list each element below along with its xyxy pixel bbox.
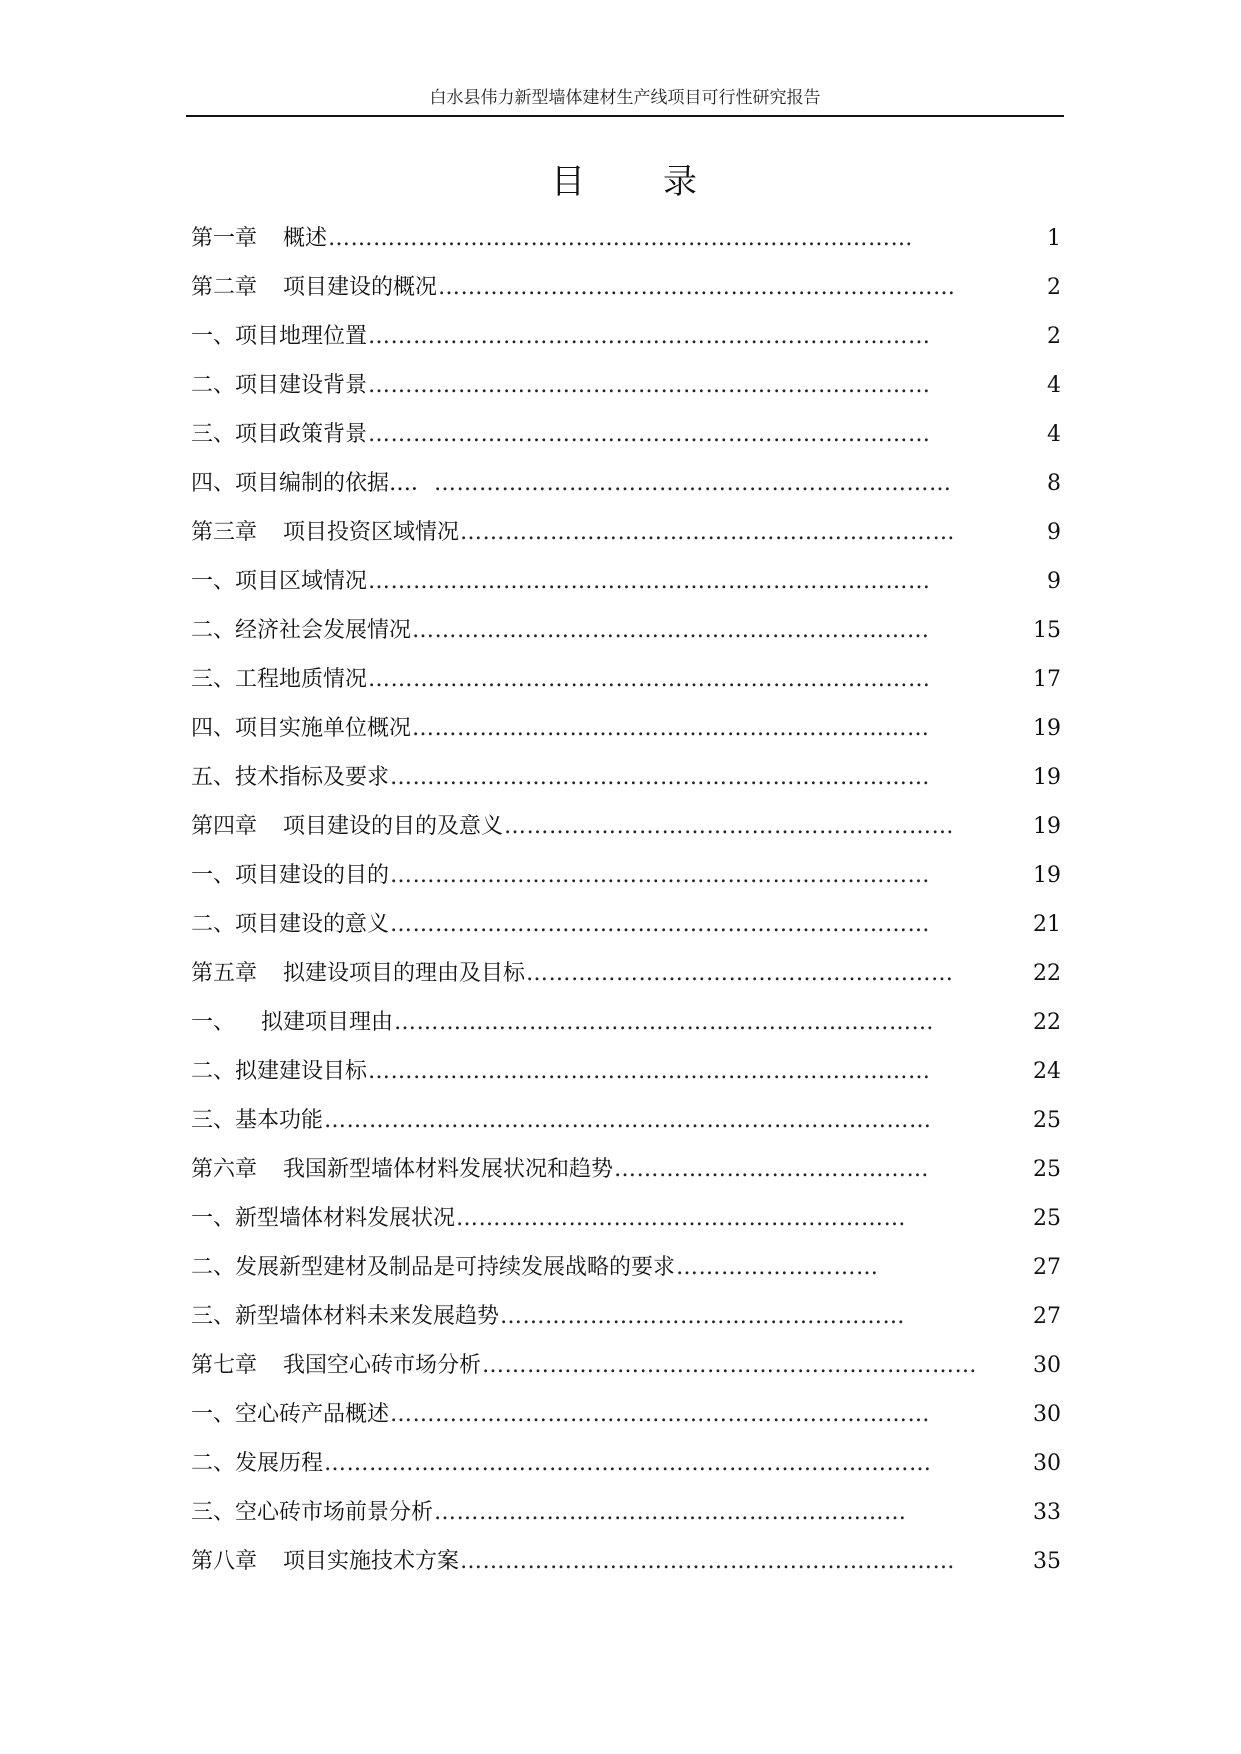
toc-entry-title: 项目建设的目的及意义 [283, 814, 504, 839]
toc-entry-title: 经济社会发展情况 [235, 618, 412, 643]
toc-entry-page: 4 [1047, 373, 1061, 398]
toc-entry-chapter-7[interactable] [191, 1351, 1061, 1400]
running-header: 白水县伟力新型墙体建材生产线项目可行性研究报告 [429, 88, 821, 108]
toc-entry-title: 项目编制的依据…． [235, 471, 434, 496]
toc-entry-number: 三、 [191, 422, 236, 447]
toc-entry-page: 4 [1047, 422, 1061, 447]
toc-entry-leader: ……………………………………………………………… [390, 863, 931, 888]
toc-entry-leader: …………………………………………………………………… [328, 226, 914, 251]
toc-entry-page: 2 [1047, 324, 1061, 349]
toc-entry-page: 9 [1047, 520, 1061, 545]
toc-entry-leader: …………………………………………………………… [412, 716, 930, 741]
toc-entry-title: 工程地质情况 [235, 667, 368, 692]
toc-entry-section[interactable] [191, 763, 1061, 812]
toc-entry-title: 项目政策背景 [235, 422, 368, 447]
toc-entry-leader: …………………………………………………………… [412, 618, 930, 643]
toc-entry-number: 一、 [191, 1206, 236, 1231]
toc-entry-chapter-8[interactable] [191, 1547, 1061, 1596]
toc-entry-leader: ………………………………………………………… [460, 520, 956, 545]
toc-entry-leader: ………………………………………………… [526, 961, 954, 986]
toc-entry-number: 第八章 [191, 1549, 258, 1574]
toc-entry-leader: ……………………………………………………………………… [324, 1108, 932, 1133]
toc-entry-page: 15 [1033, 618, 1061, 643]
toc-entry-section[interactable] [191, 1008, 1061, 1057]
toc-entry-number: 二、 [191, 1059, 236, 1084]
toc-entry-leader: ……………………… [676, 1255, 879, 1280]
toc-entry-number: 第五章 [191, 961, 258, 986]
toc-entry-title: 新型墙体材料未来发展趋势 [235, 1304, 500, 1329]
toc-entry-number: 第四章 [191, 814, 258, 839]
toc-entry-leader: ………………………………………………………………… [368, 422, 931, 447]
toc-entry-page: 21 [1033, 912, 1061, 937]
toc-entry-section[interactable] [191, 1400, 1061, 1449]
toc-entry-title: 项目建设背景 [235, 373, 368, 398]
toc-entry-page: 25 [1033, 1108, 1061, 1133]
toc-entry-page: 19 [1033, 716, 1061, 741]
toc-entry-leader: …………………………………………………………… [434, 471, 952, 496]
toc-entry-page: 25 [1033, 1157, 1061, 1182]
toc-entry-chapter-3[interactable] [191, 518, 1061, 567]
toc-entry-leader: ………………………………………………………………… [368, 1059, 931, 1084]
toc-entry-page: 9 [1047, 569, 1061, 594]
toc-entry-leader: ……………………………………………… [500, 1304, 906, 1329]
toc-entry-leader: ………………………………………………………… [482, 1353, 978, 1378]
toc-entry-title: 发展新型建材及制品是可持续发展战略的要求 [235, 1255, 676, 1280]
toc-entry-number: 二、 [191, 618, 236, 643]
toc-entry-section[interactable] [191, 861, 1061, 910]
toc-entry-number: 二、 [191, 373, 236, 398]
toc-entry-section[interactable] [191, 567, 1061, 616]
toc-entry-leader: ………………………………………………………………… [368, 373, 931, 398]
header-rule [186, 115, 1064, 117]
toc-entry-page: 30 [1033, 1402, 1061, 1427]
toc-entry-section[interactable] [191, 910, 1061, 959]
toc-entry-leader: ……………………………………………………………………… [324, 1451, 932, 1476]
toc-entry-number: 第七章 [191, 1353, 258, 1378]
toc-entry-page: 19 [1033, 814, 1061, 839]
toc-entry-section[interactable] [191, 371, 1061, 420]
toc-title-second: 录 [663, 162, 699, 202]
toc-entry-number: 三、 [191, 1108, 236, 1133]
toc-entry-page: 17 [1033, 667, 1061, 692]
toc-entry-number: 第一章 [191, 226, 258, 251]
toc-entry-section[interactable] [191, 420, 1061, 469]
toc-entry-number: 一、 [191, 324, 236, 349]
toc-entry-page: 30 [1033, 1451, 1061, 1476]
toc-entry-page: 22 [1033, 1010, 1061, 1035]
toc-entry-title: 项目建设的目的 [235, 863, 390, 888]
toc-entry-chapter-4[interactable] [191, 812, 1061, 861]
toc-entry-leader: ……………………………………………………………… [394, 1010, 935, 1035]
toc-entry-page: 19 [1033, 863, 1061, 888]
toc-entry-section[interactable] [191, 1106, 1061, 1155]
toc-entry-section[interactable] [191, 714, 1061, 763]
toc-entry-title: 项目实施单位概况 [235, 716, 412, 741]
toc-entry-section[interactable] [191, 469, 1061, 518]
toc-entry-page: 27 [1033, 1304, 1061, 1329]
toc-entry-section[interactable] [191, 1057, 1061, 1106]
toc-entry-section[interactable] [191, 1302, 1061, 1351]
toc-entry-chapter-5[interactable] [191, 959, 1061, 1008]
toc-entry-number: 四、 [191, 471, 236, 496]
table-of-contents [191, 224, 1061, 1596]
toc-entry-title: 项目投资区域情况 [283, 520, 460, 545]
toc-entry-number: 二、 [191, 1255, 236, 1280]
toc-entry-leader: ……………………………………………………………… [390, 912, 931, 937]
toc-entry-page: 35 [1033, 1549, 1061, 1574]
toc-entry-section[interactable] [191, 1253, 1061, 1302]
toc-entry-title: 空心砖产品概述 [235, 1402, 390, 1427]
toc-entry-title: 我国空心砖市场分析 [283, 1353, 482, 1378]
toc-entry-number: 一、 [191, 1010, 236, 1035]
toc-entry-leader: …………………………………………………………… [438, 275, 956, 300]
toc-entry-number: 三、 [191, 1304, 236, 1329]
toc-entry-leader: ………………………………………………………………… [368, 569, 931, 594]
toc-entry-title: 技术指标及要求 [235, 765, 390, 790]
toc-entry-page: 2 [1047, 275, 1061, 300]
toc-entry-number: 三、 [191, 1500, 236, 1525]
toc-entry-title: 概述 [283, 226, 328, 251]
toc-entry-number: 一、 [191, 863, 236, 888]
toc-entry-number: 第二章 [191, 275, 258, 300]
toc-entry-leader: …………………………………… [614, 1157, 930, 1182]
toc-entry-chapter-6[interactable] [191, 1155, 1061, 1204]
toc-entry-leader: ………………………………………………………………… [368, 667, 931, 692]
toc-entry-section[interactable] [191, 1449, 1061, 1498]
toc-entry-title: 项目建设的意义 [235, 912, 390, 937]
toc-entry-leader: ………………………………………………………… [460, 1549, 956, 1574]
toc-entry-number: 二、 [191, 1451, 236, 1476]
toc-entry-number: 四、 [191, 716, 236, 741]
toc-entry-leader: ……………………………………………………… [434, 1500, 907, 1525]
toc-entry-number: 一、 [191, 1402, 236, 1427]
toc-entry-title: 拟建项目理由 [261, 1010, 394, 1035]
toc-entry-title: 新型墙体材料发展状况 [235, 1206, 456, 1231]
toc-entry-page: 24 [1033, 1059, 1061, 1084]
toc-entry-title: 拟建设项目的理由及目标 [283, 961, 526, 986]
toc-entry-section[interactable] [191, 1498, 1061, 1547]
toc-entry-number: 一、 [191, 569, 236, 594]
toc-entry-leader: …………………………………………………… [456, 1206, 907, 1231]
toc-entry-chapter-2[interactable] [191, 273, 1061, 322]
toc-entry-title: 发展历程 [235, 1451, 324, 1476]
toc-entry-page: 33 [1033, 1500, 1061, 1525]
toc-entry-section[interactable] [191, 665, 1061, 714]
toc-entry-section[interactable] [191, 616, 1061, 665]
toc-entry-number: 二、 [191, 912, 236, 937]
toc-entry-leader: …………………………………………………… [504, 814, 955, 839]
toc-entry-title: 空心砖市场前景分析 [235, 1500, 434, 1525]
toc-entry-page: 19 [1033, 765, 1061, 790]
toc-entry-title: 项目建设的概况 [283, 275, 438, 300]
toc-entry-page: 22 [1033, 961, 1061, 986]
toc-entry-number: 第三章 [191, 520, 258, 545]
toc-entry-title: 项目地理位置 [235, 324, 368, 349]
toc-entry-section[interactable] [191, 1204, 1061, 1253]
toc-entry-page: 8 [1047, 471, 1061, 496]
toc-title-first: 目 [551, 162, 587, 202]
toc-entry-number: 五、 [191, 765, 236, 790]
toc-entry-title: 我国新型墙体材料发展状况和趋势 [283, 1157, 614, 1182]
toc-entry-title: 基本功能 [235, 1108, 324, 1133]
toc-entry-section[interactable] [191, 322, 1061, 371]
toc-entry-page: 30 [1033, 1353, 1061, 1378]
toc-entry-chapter-1[interactable] [191, 224, 1061, 273]
toc-entry-title: 项目区域情况 [235, 569, 368, 594]
toc-entry-number: 三、 [191, 667, 236, 692]
toc-entry-page: 27 [1033, 1255, 1061, 1280]
toc-entry-leader: ………………………………………………………………… [368, 324, 931, 349]
toc-entry-page: 25 [1033, 1206, 1061, 1231]
toc-entry-leader: ……………………………………………………………… [390, 1402, 931, 1427]
toc-entry-number: 第六章 [191, 1157, 258, 1182]
toc-entry-page: 1 [1047, 226, 1061, 251]
toc-entry-leader: ……………………………………………………………… [390, 765, 931, 790]
toc-entry-title: 拟建建设目标 [235, 1059, 368, 1084]
toc-title [186, 160, 1064, 204]
toc-entry-title: 项目实施技术方案 [283, 1549, 460, 1574]
